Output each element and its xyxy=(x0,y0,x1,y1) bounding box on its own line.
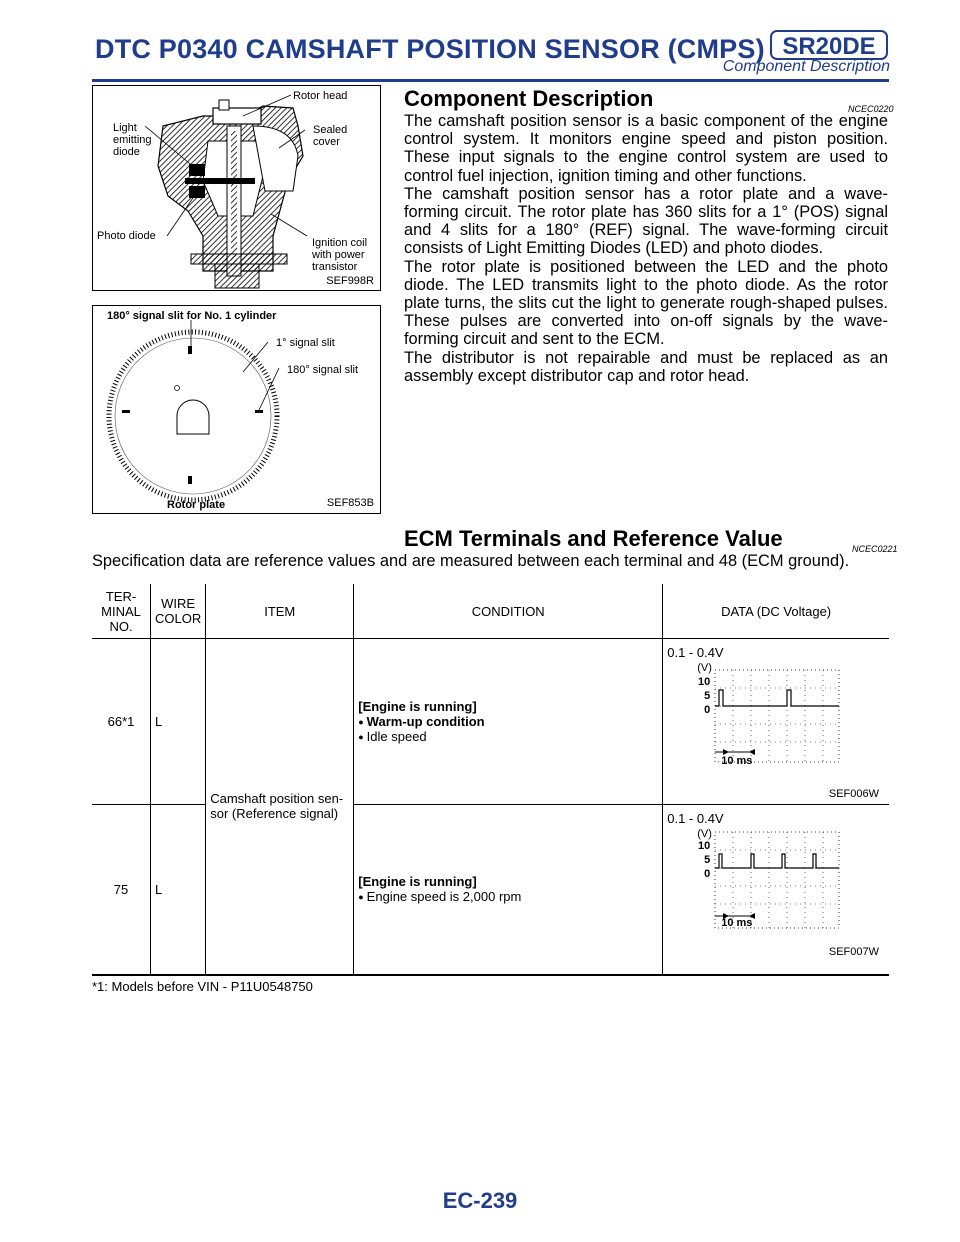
description-paragraph: The camshaft position sensor is a basic component of the engine control system. It monitors engine speed and piston position. These input signals to the engine control system are used to control fuel injection, ignition timing and other functions. xyxy=(404,112,888,185)
fig1-label-cover: cover xyxy=(313,136,340,148)
condition-heading: [Engine is running] xyxy=(358,699,477,714)
fig2-label-1deg-slit: 1° signal slit xyxy=(276,337,335,349)
scope-code: SEF006W xyxy=(828,788,879,800)
fig2-code: SEF853B xyxy=(326,497,374,509)
fig1-label-ignition-2: with power xyxy=(312,249,365,261)
scope-code: SEF007W xyxy=(828,946,879,958)
wire-color-cell: L xyxy=(151,639,206,805)
fig1-code: SEF998R xyxy=(326,275,374,287)
fig2-label-no1-slit: 180° signal slit for No. 1 cylinder xyxy=(107,310,277,322)
ecm-section-intro: Specification data are reference values and are measured between each terminal and 48 (ECM ground). xyxy=(92,552,850,570)
data-voltage: 0.1 - 0.4V xyxy=(667,645,724,660)
distributor-cross-section-figure xyxy=(92,85,381,291)
rotor-plate-diagram xyxy=(93,306,380,513)
table-header-row xyxy=(92,584,889,639)
item-cell: Camshaft position sen- sor (Reference signal) xyxy=(206,639,354,975)
condition-cell xyxy=(354,805,663,975)
page-number: EC-239 xyxy=(442,1188,518,1213)
header-condition: CONDITION xyxy=(354,584,663,639)
header-rule xyxy=(92,79,889,82)
fig1-label-sealed: Sealed xyxy=(313,124,348,136)
condition-cell xyxy=(354,639,663,805)
fig1-label-led-1: Light xyxy=(113,122,137,134)
fig1-label-led-2: emitting xyxy=(113,134,152,146)
condition-bullet: ● Idle speed xyxy=(358,729,427,744)
description-paragraph: The distributor is not repairable and must be replaced as an assembly except distributor cap and rotor head. xyxy=(404,348,888,385)
terminal-cell: 66*1 xyxy=(92,639,151,805)
description-paragraph: The camshaft position sensor has a rotor plate and a wave-forming circuit. The rotor plate has 360 slits for a 1° (POS) signal and 4 slits for a 180° (REF) signal. The wave-forming circuit consists of Light Emitting Diodes (LED) and photo diodes. xyxy=(404,184,888,258)
engine-model-badge: SR20DE xyxy=(770,30,888,60)
page-header-title: DTC P0340 CAMSHAFT POSITION SENSOR (CMPS) xyxy=(95,34,765,64)
fig1-label-rotor-head: Rotor head xyxy=(293,90,348,102)
terminal-cell: 75 xyxy=(92,805,151,975)
fig2-label-180deg-slit: 180° signal slit xyxy=(287,364,359,376)
header-wire-color: WIRE COLOR xyxy=(151,584,206,639)
condition-bullet: ● Engine speed is 2,000 rpm xyxy=(358,889,522,905)
data-cell xyxy=(663,805,889,975)
condition-bullet: ● Warm-up condition xyxy=(358,714,485,729)
ecm-section-title: ECM Terminals and Reference Value xyxy=(404,526,783,551)
table-footnote: *1: Models before VIN - P11U0548750 xyxy=(92,979,313,994)
data-voltage: 0.1 - 0.4V xyxy=(667,811,724,826)
fig2-label-rotor-plate: Rotor plate xyxy=(167,499,226,511)
table-row xyxy=(92,639,889,805)
header-item: ITEM xyxy=(206,584,354,639)
description-paragraph: The rotor plate is positioned between the LED and the photo diode. The LED transmits light to the photo diode. As the rotor plate turns, the slits cut the light to generate rough-shaped pulses. These pulses are converted into on-off signals by the wave-forming circuit and sent to the ECM. xyxy=(404,257,888,349)
page-header-subtitle: Component Description xyxy=(722,58,890,75)
condition-heading: [Engine is running] xyxy=(358,874,477,890)
component-description-title: Component Description xyxy=(404,86,654,111)
ecm-terminals-table xyxy=(92,584,889,976)
fig1-label-ignition-1: Ignition coil xyxy=(312,237,368,249)
fig1-label-ignition-3: transistor xyxy=(312,261,358,273)
header-terminal-no: TER- MINAL NO. xyxy=(92,584,151,639)
component-description-code: NCEC0220 xyxy=(848,104,894,114)
fig1-label-led-3: diode xyxy=(113,146,140,158)
wire-color-cell: L xyxy=(151,805,206,975)
oscilloscope-trace-2: (V) 10 5 0 10 ms xyxy=(667,828,863,942)
oscilloscope-trace-1: (V) 10 5 0 10 ms xyxy=(667,662,863,784)
header-data: DATA (DC Voltage) xyxy=(663,584,889,639)
ecm-section-code: NCEC0221 xyxy=(852,544,898,554)
fig1-label-photo-diode: Photo diode xyxy=(97,230,156,242)
data-cell xyxy=(663,639,889,805)
rotor-plate-figure xyxy=(92,305,381,514)
component-description-body xyxy=(404,112,888,385)
